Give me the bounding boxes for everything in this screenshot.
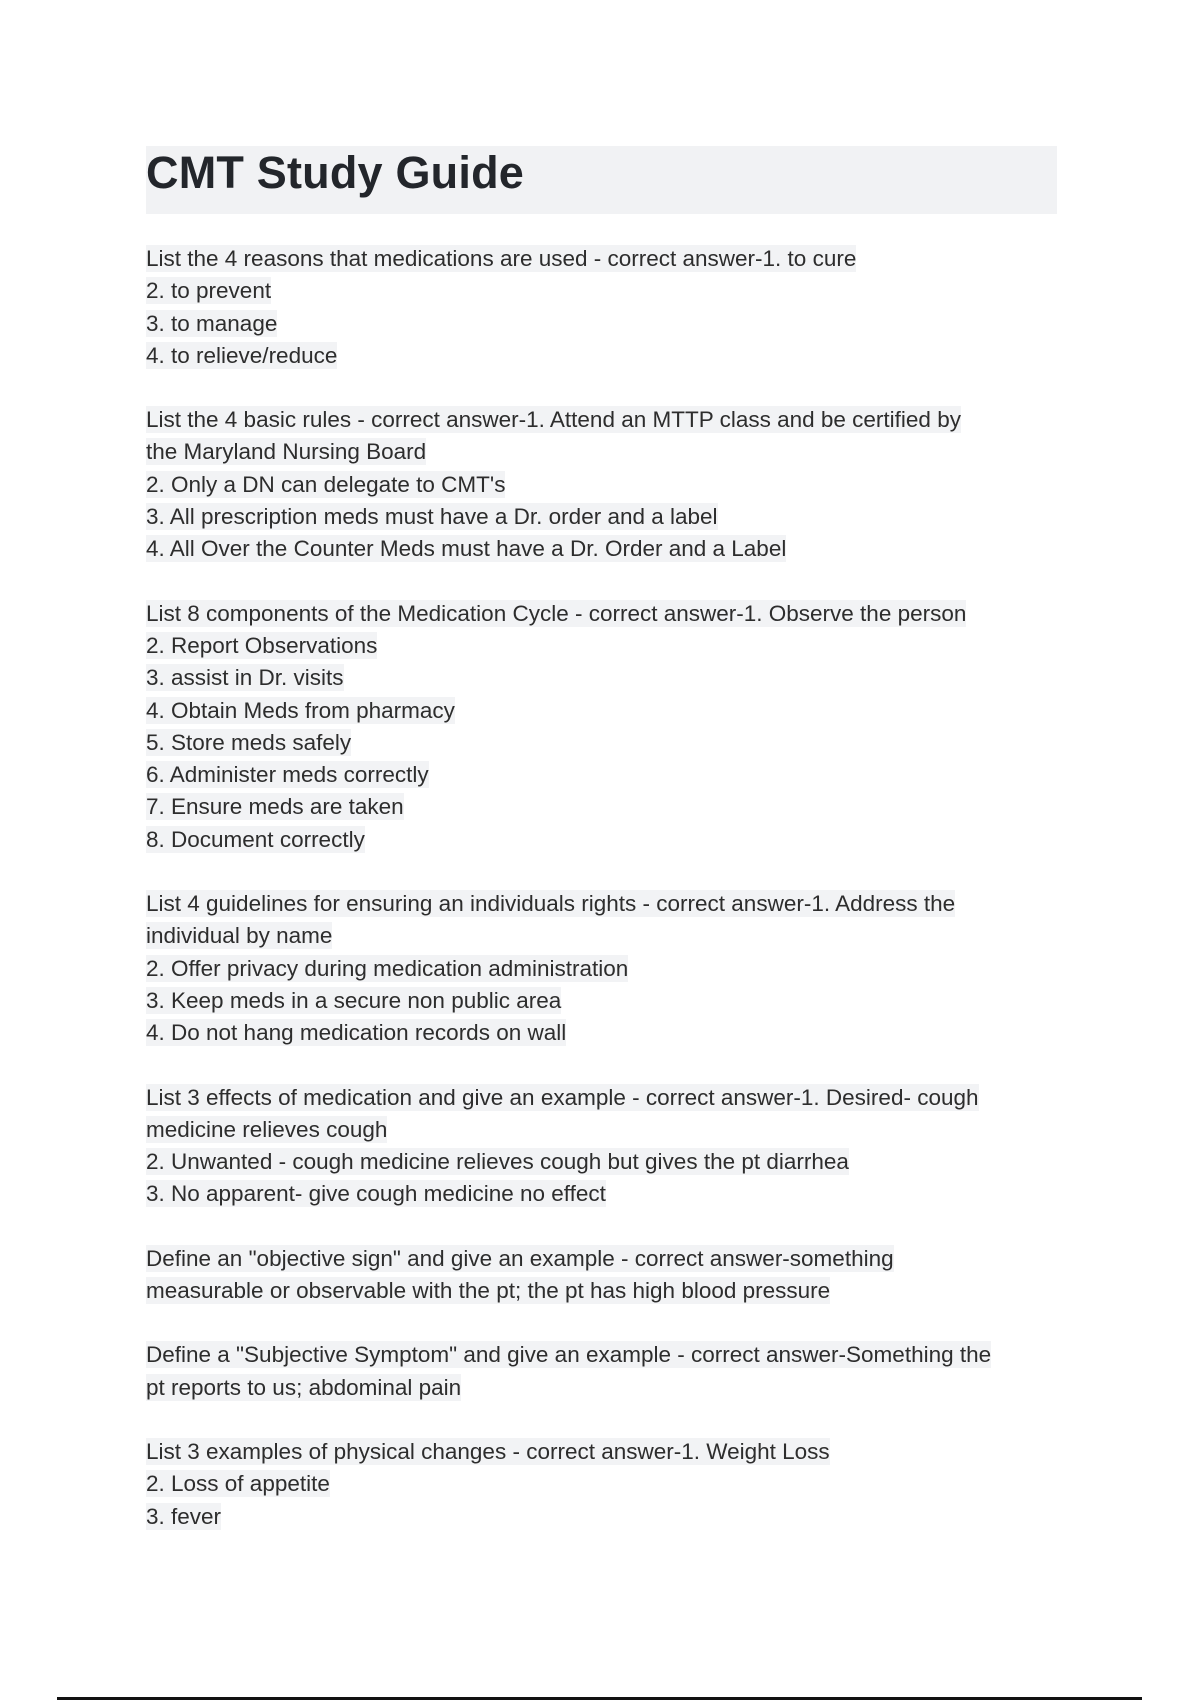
qa-line <box>146 1436 1066 1468</box>
qa-line-text: 2. Report Observations <box>146 632 378 658</box>
qa-list <box>146 243 1066 1565</box>
qa-line <box>146 824 1066 856</box>
qa-line-text: 6. Administer meds correctly <box>146 762 429 788</box>
qa-line-text: Define an "objective sign" and give an example - correct answer-something <box>146 1245 894 1271</box>
qa-line <box>146 469 1066 501</box>
qa-line-text: 2. to prevent <box>146 278 272 304</box>
qa-line <box>146 630 1066 662</box>
qa-line-text: Define a "Subjective Symptom" and give an example - correct answer-Something the <box>146 1342 992 1368</box>
qa-line-text: 3. All prescription meds must have a Dr. order and a label <box>146 504 718 530</box>
page-title: CMT Study Guide <box>146 147 524 198</box>
qa-line <box>146 985 1066 1017</box>
qa-line <box>146 695 1066 727</box>
qa-line <box>146 533 1066 565</box>
qa-line-text: 3. Keep meds in a secure non public area <box>146 987 562 1013</box>
qa-item-subjective-symptom <box>146 1339 1066 1404</box>
qa-line-text: 4. to relieve/reduce <box>146 342 338 368</box>
qa-line <box>146 1275 1066 1307</box>
qa-line-text: measurable or observable with the pt; the pt has high blood pressure <box>146 1278 831 1304</box>
qa-line <box>146 243 1066 275</box>
qa-line <box>146 1372 1066 1404</box>
qa-line-text: 3. fever <box>146 1503 222 1529</box>
qa-line <box>146 404 1066 436</box>
qa-line-text: 2. Only a DN can delegate to CMT's <box>146 471 506 497</box>
qa-line <box>146 1243 1066 1275</box>
qa-line <box>146 662 1066 694</box>
qa-line <box>146 1017 1066 1049</box>
qa-line <box>146 1468 1066 1500</box>
qa-line-text: 5. Store meds safely <box>146 729 352 755</box>
qa-line <box>146 727 1066 759</box>
qa-line <box>146 1178 1066 1210</box>
qa-line-text: 4. All Over the Counter Meds must have a Dr. Order and a Label <box>146 536 787 562</box>
qa-item-objective-sign <box>146 1243 1066 1308</box>
qa-line-text: List the 4 basic rules - correct answer-1. Attend an MTTP class and be certified by <box>146 407 961 433</box>
qa-line-text: List 8 components of the Medication Cycle - correct answer-1. Observe the person <box>146 600 967 626</box>
qa-line <box>146 436 1066 468</box>
qa-line-text: 8. Document correctly <box>146 826 365 852</box>
qa-line <box>146 1339 1066 1371</box>
qa-line <box>146 1114 1066 1146</box>
qa-line-text: List 3 effects of medication and give an example - correct answer-1. Desired- cough <box>146 1084 979 1110</box>
qa-line-text: 3. assist in Dr. visits <box>146 665 344 691</box>
qa-line <box>146 953 1066 985</box>
qa-line-text: medicine relieves cough <box>146 1116 388 1142</box>
qa-line-text: List 4 guidelines for ensuring an individuals rights - correct answer-1. Address the <box>146 891 956 917</box>
qa-line-text: 3. to manage <box>146 310 278 336</box>
qa-line-text: List the 4 reasons that medications are used - correct answer-1. to cure <box>146 246 857 271</box>
qa-line-text: individual by name <box>146 923 333 949</box>
qa-line <box>146 759 1066 791</box>
qa-item-individual-rights <box>146 888 1066 1049</box>
qa-line-text: List 3 examples of physical changes - correct answer-1. Weight Loss <box>146 1438 830 1464</box>
qa-line <box>146 888 1066 920</box>
qa-line-text: 2. Offer privacy during medication administration <box>146 955 629 981</box>
qa-line <box>146 791 1066 823</box>
qa-line-text: 2. Unwanted - cough medicine relieves cough but gives the pt diarrhea <box>146 1149 849 1175</box>
qa-line <box>146 1501 1066 1533</box>
qa-item-basic-rules <box>146 404 1066 565</box>
qa-line-text: 4. Do not hang medication records on wall <box>146 1020 567 1046</box>
qa-line-text: 7. Ensure meds are taken <box>146 794 404 820</box>
qa-line-text: pt reports to us; abdominal pain <box>146 1374 462 1400</box>
qa-line <box>146 598 1066 630</box>
qa-line <box>146 340 1066 372</box>
qa-line-text: 4. Obtain Meds from pharmacy <box>146 697 455 723</box>
qa-line-text: the Maryland Nursing Board <box>146 439 427 465</box>
qa-item-physical-changes <box>146 1436 1066 1533</box>
qa-item-medication-effects <box>146 1082 1066 1211</box>
qa-line <box>146 308 1066 340</box>
qa-line <box>146 501 1066 533</box>
qa-line <box>146 1082 1066 1114</box>
qa-line <box>146 1146 1066 1178</box>
qa-line <box>146 275 1066 307</box>
qa-line-text: 2. Loss of appetite <box>146 1471 330 1497</box>
qa-item-medication-reasons <box>146 243 1066 372</box>
qa-line-text: 3. No apparent- give cough medicine no effect <box>146 1181 606 1207</box>
qa-line <box>146 920 1066 952</box>
qa-item-medication-cycle <box>146 598 1066 856</box>
